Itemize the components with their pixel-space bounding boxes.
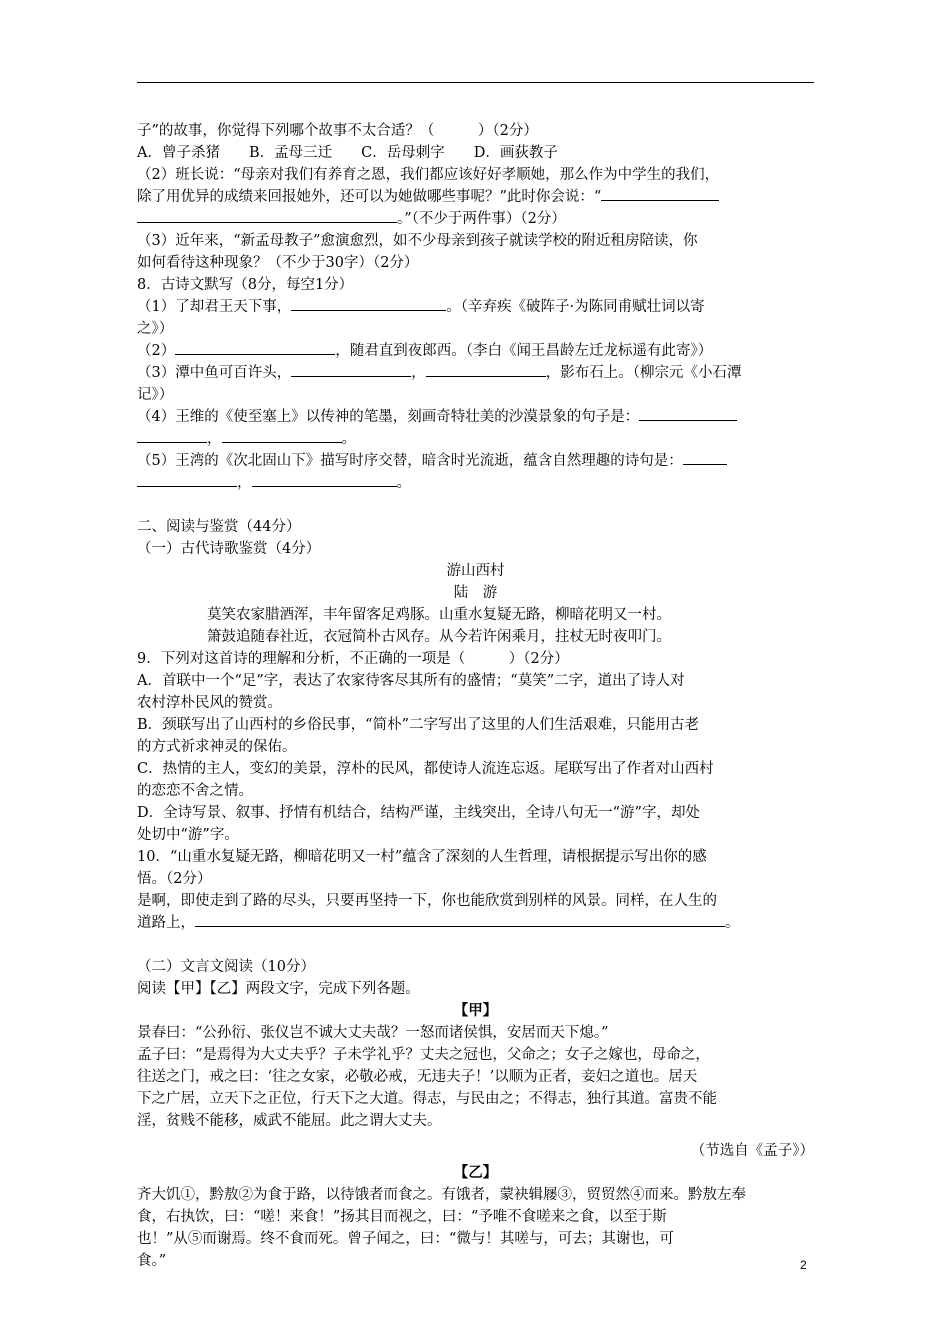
answer-blank[interactable] — [426, 362, 546, 377]
poem-line1: 莫笑农家腊酒浑，丰年留客足鸡豚。山重水复疑无路，柳暗花明又一村。 — [207, 607, 671, 623]
section2-sub1: （一）古代诗歌鉴赏（4分） — [137, 541, 321, 557]
poem-title: 游山西村 — [446, 563, 505, 579]
q9-option-a-cont: 农村淳朴民风的赞赏。 — [137, 695, 282, 711]
answer-blank[interactable] — [222, 428, 342, 443]
classical-intro: 阅读【甲】【乙】两段文字，完成下列各题。 — [137, 981, 420, 997]
answer-blank[interactable] — [195, 912, 725, 927]
yi-line1: 齐大饥①，黔敖②为食于路，以待饿者而食之。有饿者，蒙袂辑屦③，贸贸然④而来。黔敖左奉 — [137, 1187, 746, 1203]
yi-line4: 食。” — [137, 1253, 167, 1269]
passage-yi-heading: 【乙】 — [453, 1164, 498, 1181]
answer-blank[interactable] — [137, 208, 397, 223]
header-rule — [137, 82, 814, 83]
jia-line4: 下之广居，立天下之正位，行天下之大道。得志，与民由之；不得志，独行其道。富贵不能 — [137, 1091, 717, 1107]
q9-option-d: D．全诗写景、叙事、抒情有机结合，结构严谨，主线突出，全诗八句无一“游”字，却处 — [137, 805, 700, 821]
q10-answer-line: 道路上， 。 — [137, 912, 814, 934]
answer-blank[interactable] — [291, 362, 411, 377]
q8-title: 8．古诗文默写（8分，每空1分） — [137, 277, 354, 293]
q10-stem-cont: 悟。（2分） — [137, 871, 212, 887]
q9-option-b: B．颈联写出了山西村的乡俗民事，“简朴”二字写出了这里的人们生活艰难，只能用古老 — [137, 717, 699, 733]
jia-source: （节选自《孟子》） — [690, 1143, 814, 1159]
q8-item4: （4）王维的《使至塞上》以传神的笔墨，刻画奇特壮美的沙漠景象的句子是： — [137, 406, 814, 428]
q10-stem: 10．“山重水复疑无路，柳暗花明又一村”蕴含了深刻的人生哲理，请根据提示写出你的感 — [137, 849, 707, 865]
passage-jia-heading: 【甲】 — [453, 1002, 498, 1019]
q7-p3-line1: （3）近年来，“新孟母教子”愈演愈烈，如不少母亲到孩子就读学校的附近租房陪读，你 — [137, 233, 698, 249]
yi-line2: 食，右执饮，曰：“嗟！来食！”扬其目而视之，曰：“予唯不食嗟来之食，以至于斯 — [137, 1209, 667, 1225]
answer-blank[interactable] — [137, 428, 207, 443]
page-number: 2 — [800, 1258, 807, 1272]
q7-p2-line2: 除了用优异的成绩来回报她外，还可以为她做哪些事呢？”此时你会说：“ — [137, 186, 814, 208]
answer-blank[interactable] — [137, 472, 237, 487]
q7-p3-line2: 如何看待这种现象？（不少于30字）（2分） — [137, 255, 419, 271]
q8-item2: （2） ，随君直到夜郎西。（李白《闻王昌龄左迁龙标遥有此寄》） — [137, 340, 814, 362]
q8-item5-cont: ， 。 — [137, 472, 814, 494]
jia-line5: 淫，贫贱不能移，威武不能屈。此之谓大丈夫。 — [137, 1113, 442, 1129]
q9-option-c: C．热情的主人，变幻的美景，淳朴的民风，都使诗人流连忘返。尾联写出了作者对山西村 — [137, 761, 714, 777]
q8-item3: （3）潭中鱼可百许头， ， ，影布石上。（柳宗元《小石潭 — [137, 362, 814, 384]
answer-blank[interactable] — [601, 186, 719, 201]
poem-line2: 箫鼓追随春社近，衣冠简朴古风存。从今若许闲乘月，拄杖无时夜叩门。 — [207, 629, 671, 645]
jia-line2: 孟子曰：“是焉得为大丈夫乎？子未学礼乎？丈夫之冠也，父命之；女子之嫁也，母命之， — [137, 1047, 710, 1063]
q7-p2-line3: 。”（不少于两件事）（2分） — [137, 208, 814, 230]
answer-blank[interactable] — [639, 406, 737, 421]
q9-option-c-cont: 的恋恋不舍之情。 — [137, 783, 253, 799]
q9-option-b-cont: 的方式祈求神灵的保佑。 — [137, 739, 297, 755]
jia-line1: 景春曰：“公孙衍、张仪岂不诚大丈夫哉？一怒而诸侯惧，安居而天下熄。” — [137, 1025, 609, 1041]
q8-item3-cont: 记》） — [137, 387, 174, 403]
q8-item1-cont: 之》） — [137, 321, 174, 337]
q9-stem: 9．下列对这首诗的理解和分析，不正确的一项是（ ）（2分） — [137, 651, 569, 667]
answer-blank[interactable] — [683, 450, 727, 465]
q9-option-d-cont: 处切中“游”字。 — [137, 827, 239, 843]
q9-option-a: A．首联中一个“足”字，表达了农家待客尽其所有的盛情；“莫笑”二字，道出了诗人对 — [137, 673, 685, 689]
q7-stem: 子”的故事，你觉得下列哪个故事不太合适？（ ）（2分） — [137, 123, 538, 139]
answer-blank[interactable] — [252, 472, 397, 487]
yi-line3: 也！”从⑤而谢焉。终不食而死。曾子闻之，曰：“微与！其嗟与，可去；其谢也，可 — [137, 1231, 674, 1247]
answer-blank[interactable] — [291, 296, 446, 311]
answer-blank[interactable] — [175, 340, 335, 355]
section2-sub2: （二）文言文阅读（10分） — [137, 959, 315, 975]
poem-author: 陆 游 — [453, 585, 498, 601]
section2-title: 二、阅读与鉴赏（44分） — [137, 519, 301, 535]
q8-item5: （5）王湾的《次北固山下》描写时序交替，暗含时光流逝，蕴含自然理趣的诗句是： — [137, 450, 814, 472]
q7-p2-line1: （2）班长说：“母亲对我们有养育之恩，我们都应该好好孝顺她，那么作为中学生的我们， — [137, 167, 720, 183]
q8-item1: （1）了却君王天下事， 。（辛弃疾《破阵子·为陈同甫赋壮词以寄 — [137, 296, 814, 318]
q10-prompt: 是啊，即使走到了路的尽头，只要再坚持一下，你也能欣赏到别样的风景。同样，在人生的 — [137, 893, 717, 909]
q8-item4-cont: ， 。 — [137, 428, 814, 450]
jia-line3: 往送之门，戒之曰：‘往之女家，必敬必戒，无违夫子！’以顺为正者，妾妇之道也。居天 — [137, 1069, 698, 1085]
q7-options: A．曾子杀猪 B．孟母三迁 C．岳母刺字 D．画荻教子 — [137, 145, 558, 161]
